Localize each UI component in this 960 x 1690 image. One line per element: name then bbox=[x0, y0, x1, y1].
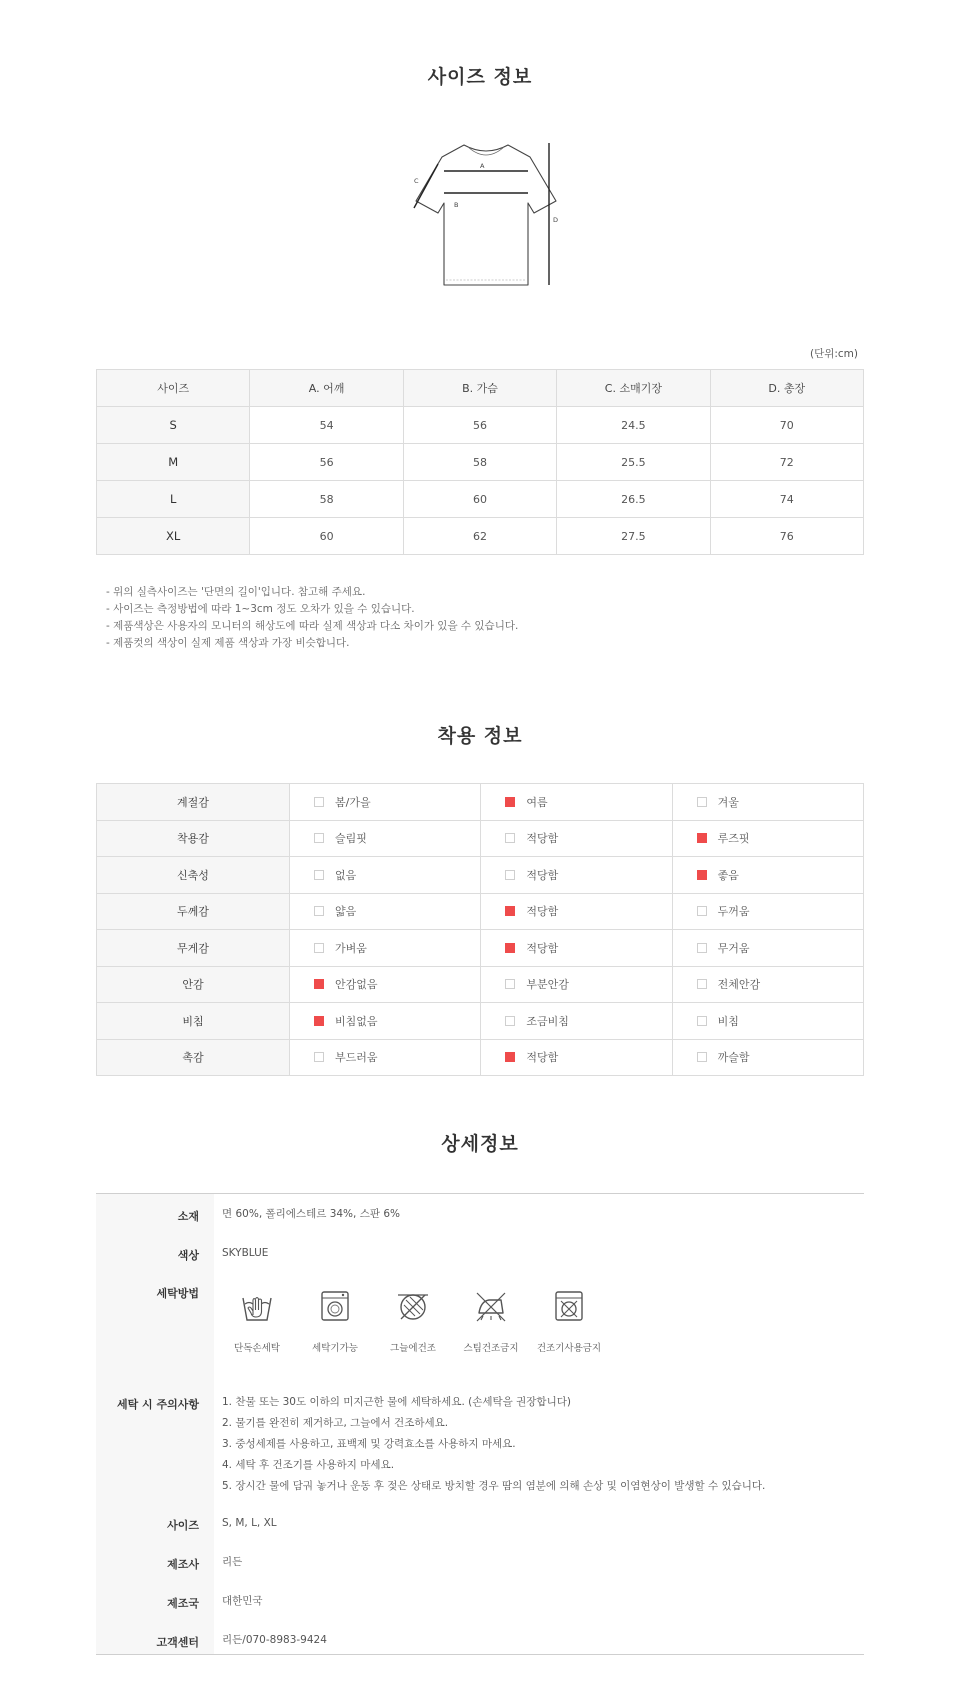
checked-box-icon bbox=[505, 797, 515, 807]
note-item: - 위의 실측사이즈는 '단면의 길이'입니다. 참고해 주세요. bbox=[106, 586, 366, 598]
fit-option bbox=[481, 966, 672, 1003]
fit-option bbox=[290, 1039, 481, 1076]
diagram-label-a: A bbox=[480, 162, 485, 170]
size-header-cell: D. 총장 bbox=[710, 370, 863, 407]
checked-box-icon bbox=[314, 979, 324, 989]
size-cell: L bbox=[97, 481, 250, 518]
measure-cell: 25.5 bbox=[557, 444, 710, 481]
measure-cell: 58 bbox=[250, 481, 403, 518]
unchecked-box-icon bbox=[505, 1016, 515, 1026]
size-header-cell: 사이즈 bbox=[97, 370, 250, 407]
fit-label: 착용감 bbox=[97, 820, 290, 857]
machine-wash-icon bbox=[317, 1288, 353, 1324]
table-row bbox=[97, 444, 864, 481]
tshirt-diagram bbox=[406, 135, 566, 295]
shade-dry-icon bbox=[395, 1288, 431, 1324]
fit-row bbox=[97, 966, 864, 1003]
fit-row bbox=[97, 784, 864, 821]
size-cell: M bbox=[97, 444, 250, 481]
diagram-label-d: D bbox=[553, 216, 559, 224]
care-note-line: 5. 장시간 물에 담궈 놓거나 운동 후 젖은 상태로 방치할 경우 땀의 염분에 의해 손상 및 이염현상이 발생할 수 있습니다. bbox=[222, 1480, 766, 1492]
detail-label: 세탁 시 주의사항 bbox=[116, 1398, 199, 1411]
detail-label: 제조국 bbox=[167, 1597, 199, 1610]
fit-option-label: 비침없음 bbox=[335, 1014, 378, 1028]
fit-option-label: 까슬함 bbox=[717, 1051, 750, 1065]
fit-option bbox=[481, 784, 672, 821]
fit-option bbox=[672, 893, 863, 930]
table-row bbox=[97, 518, 864, 555]
fit-option-label: 안감없음 bbox=[335, 978, 378, 992]
size-header-cell: B. 가슴 bbox=[403, 370, 556, 407]
unchecked-box-icon bbox=[505, 870, 515, 880]
care-item bbox=[456, 1288, 526, 1354]
detail-label: 고객센터 bbox=[156, 1636, 199, 1649]
measure-cell: 60 bbox=[250, 518, 403, 555]
fit-option-label: 가벼움 bbox=[335, 941, 367, 955]
fit-option-label: 겨울 bbox=[717, 795, 739, 809]
fit-option bbox=[672, 820, 863, 857]
care-notes-list bbox=[222, 1392, 862, 1497]
care-note-line: 4. 세탁 후 건조기를 사용하지 마세요. bbox=[222, 1459, 395, 1471]
note-item: - 제품색상은 사용자의 모니터의 해상도에 따라 실제 색상과 다소 차이가 있을 수 있습니다. bbox=[106, 620, 519, 632]
measure-cell: 26.5 bbox=[557, 481, 710, 518]
fit-option bbox=[672, 857, 863, 894]
unchecked-box-icon bbox=[314, 943, 324, 953]
size-notes bbox=[106, 584, 518, 652]
fit-option bbox=[481, 1003, 672, 1040]
detail-value: S, M, L, XL bbox=[222, 1517, 277, 1529]
fit-label: 무게감 bbox=[97, 930, 290, 967]
detail-value: SKYBLUE bbox=[222, 1247, 269, 1259]
fit-option bbox=[672, 1039, 863, 1076]
unchecked-box-icon bbox=[314, 906, 324, 916]
fit-label: 비침 bbox=[97, 1003, 290, 1040]
diagram-label-c: C bbox=[414, 177, 419, 185]
fit-option bbox=[290, 966, 481, 1003]
measure-cell: 56 bbox=[403, 407, 556, 444]
checked-box-icon bbox=[697, 870, 707, 880]
fit-row bbox=[97, 820, 864, 857]
checked-box-icon bbox=[505, 906, 515, 916]
checked-box-icon bbox=[505, 1052, 515, 1062]
size-cell: S bbox=[97, 407, 250, 444]
fit-option-label: 좋음 bbox=[717, 868, 739, 882]
size-table bbox=[96, 369, 864, 555]
size-cell: XL bbox=[97, 518, 250, 555]
fit-option-label: 전체안감 bbox=[717, 978, 761, 992]
unchecked-box-icon bbox=[314, 833, 324, 843]
fit-option bbox=[672, 966, 863, 1003]
measure-cell: 58 bbox=[403, 444, 556, 481]
fit-option-label: 적당함 bbox=[526, 1051, 559, 1065]
checked-box-icon bbox=[697, 833, 707, 843]
unchecked-box-icon bbox=[697, 1016, 707, 1026]
care-item bbox=[534, 1288, 604, 1354]
detail-label: 색상 bbox=[177, 1249, 199, 1262]
measure-cell: 70 bbox=[710, 407, 863, 444]
detail-value: 대한민국 bbox=[222, 1595, 263, 1607]
hand-wash-icon bbox=[239, 1288, 275, 1324]
measure-cell: 56 bbox=[250, 444, 403, 481]
measure-cell: 76 bbox=[710, 518, 863, 555]
detail-label: 세탁방법 bbox=[156, 1287, 199, 1300]
fit-label: 두께감 bbox=[97, 893, 290, 930]
no-steam-iron-icon bbox=[473, 1288, 509, 1324]
fit-option bbox=[290, 784, 481, 821]
detail-label: 사이즈 bbox=[167, 1519, 199, 1532]
no-tumble-dry-icon bbox=[551, 1288, 587, 1324]
fit-row bbox=[97, 857, 864, 894]
fit-row bbox=[97, 1003, 864, 1040]
fit-option bbox=[290, 1003, 481, 1040]
size-header-cell: C. 소매기장 bbox=[557, 370, 710, 407]
detail-value: 면 60%, 폴리에스테르 34%, 스판 6% bbox=[222, 1208, 400, 1220]
note-item: - 사이즈는 측정방법에 따라 1~3cm 정도 오차가 있을 수 있습니다. bbox=[106, 603, 415, 615]
unchecked-box-icon bbox=[314, 1052, 324, 1062]
fit-option bbox=[481, 893, 672, 930]
detail-label: 소재 bbox=[177, 1210, 199, 1223]
fit-table bbox=[96, 783, 864, 1076]
care-note-line: 3. 중성세제를 사용하고, 표백제 및 강력효소를 사용하지 마세요. bbox=[222, 1438, 516, 1450]
checked-box-icon bbox=[505, 943, 515, 953]
table-row bbox=[97, 407, 864, 444]
unchecked-box-icon bbox=[505, 979, 515, 989]
measure-cell: 74 bbox=[710, 481, 863, 518]
fit-label: 안감 bbox=[97, 966, 290, 1003]
fit-option-label: 부드러움 bbox=[335, 1051, 378, 1065]
fit-option-label: 적당함 bbox=[526, 868, 559, 882]
fit-option-label: 적당함 bbox=[526, 832, 559, 846]
fit-option-label: 슬림핏 bbox=[335, 832, 367, 846]
measure-cell: 72 bbox=[710, 444, 863, 481]
care-label: 세탁기가능 bbox=[312, 1343, 358, 1354]
detail-label: 제조사 bbox=[167, 1558, 199, 1571]
size-header-cell: A. 어깨 bbox=[250, 370, 403, 407]
care-label: 스팀건조금지 bbox=[463, 1343, 519, 1354]
fit-option bbox=[290, 930, 481, 967]
fit-label: 촉감 bbox=[97, 1039, 290, 1076]
diagram-label-b: B bbox=[454, 201, 459, 209]
fit-option-label: 여름 bbox=[526, 795, 548, 809]
fit-option bbox=[481, 1039, 672, 1076]
fit-option-label: 두꺼움 bbox=[717, 905, 750, 919]
fit-option-label: 적당함 bbox=[526, 905, 559, 919]
unchecked-box-icon bbox=[314, 797, 324, 807]
detail-value: 리든/070-8983-9424 bbox=[222, 1634, 327, 1646]
size-table-header bbox=[97, 370, 864, 407]
fit-option bbox=[481, 857, 672, 894]
fit-option bbox=[481, 930, 672, 967]
fit-option bbox=[672, 784, 863, 821]
fit-row bbox=[97, 930, 864, 967]
fit-option-label: 봄/가을 bbox=[335, 795, 371, 809]
table-row bbox=[97, 481, 864, 518]
care-item bbox=[378, 1288, 448, 1354]
measure-cell: 27.5 bbox=[557, 518, 710, 555]
fit-option bbox=[672, 930, 863, 967]
fit-row bbox=[97, 1039, 864, 1076]
fit-option bbox=[290, 820, 481, 857]
fit-option bbox=[290, 857, 481, 894]
care-note-line: 1. 찬물 또는 30도 이하의 미지근한 물에 세탁하세요. (손세탁을 권장합니다) bbox=[222, 1396, 571, 1408]
detail-value: 리든 bbox=[222, 1556, 243, 1568]
fit-option-label: 얇음 bbox=[335, 905, 357, 919]
fit-option bbox=[481, 820, 672, 857]
measure-cell: 24.5 bbox=[557, 407, 710, 444]
care-item bbox=[300, 1288, 370, 1354]
detail-info-title: 상세정보 bbox=[441, 1133, 519, 1155]
fit-option-label: 없음 bbox=[335, 868, 357, 882]
care-note-line: 2. 물기를 완전히 제거하고, 그늘에서 건조하세요. bbox=[222, 1417, 449, 1429]
unit-note: (단위:cm) bbox=[809, 348, 858, 360]
measure-cell: 54 bbox=[250, 407, 403, 444]
detail-table bbox=[96, 1193, 864, 1655]
fit-option-label: 비침 bbox=[717, 1014, 739, 1028]
fit-option-label: 루즈핏 bbox=[717, 832, 750, 846]
unchecked-box-icon bbox=[314, 870, 324, 880]
fit-info-title: 착용 정보 bbox=[437, 725, 523, 747]
note-item: - 제품컷의 색상이 실제 제품 색상과 가장 비슷합니다. bbox=[106, 637, 350, 649]
size-info-title: 사이즈 정보 bbox=[427, 66, 533, 88]
measure-cell: 60 bbox=[403, 481, 556, 518]
unchecked-box-icon bbox=[697, 943, 707, 953]
fit-row bbox=[97, 893, 864, 930]
unchecked-box-icon bbox=[697, 1052, 707, 1062]
fit-label: 신축성 bbox=[97, 857, 290, 894]
care-item bbox=[222, 1288, 292, 1354]
checked-box-icon bbox=[314, 1016, 324, 1026]
care-label: 그늘에건조 bbox=[390, 1343, 436, 1354]
fit-option-label: 적당함 bbox=[526, 941, 559, 955]
care-label: 건조기사용금지 bbox=[536, 1343, 602, 1354]
fit-option-label: 조금비침 bbox=[526, 1014, 569, 1028]
fit-option bbox=[672, 1003, 863, 1040]
fit-label: 계절감 bbox=[97, 784, 290, 821]
care-label: 단독손세탁 bbox=[234, 1343, 280, 1354]
unchecked-box-icon bbox=[505, 833, 515, 843]
unchecked-box-icon bbox=[697, 797, 707, 807]
unchecked-box-icon bbox=[697, 906, 707, 916]
detail-label-column bbox=[96, 1194, 214, 1654]
measure-cell: 62 bbox=[403, 518, 556, 555]
fit-option bbox=[290, 893, 481, 930]
fit-option-label: 부분안감 bbox=[526, 978, 569, 992]
unchecked-box-icon bbox=[697, 979, 707, 989]
fit-option-label: 무거움 bbox=[717, 941, 750, 955]
